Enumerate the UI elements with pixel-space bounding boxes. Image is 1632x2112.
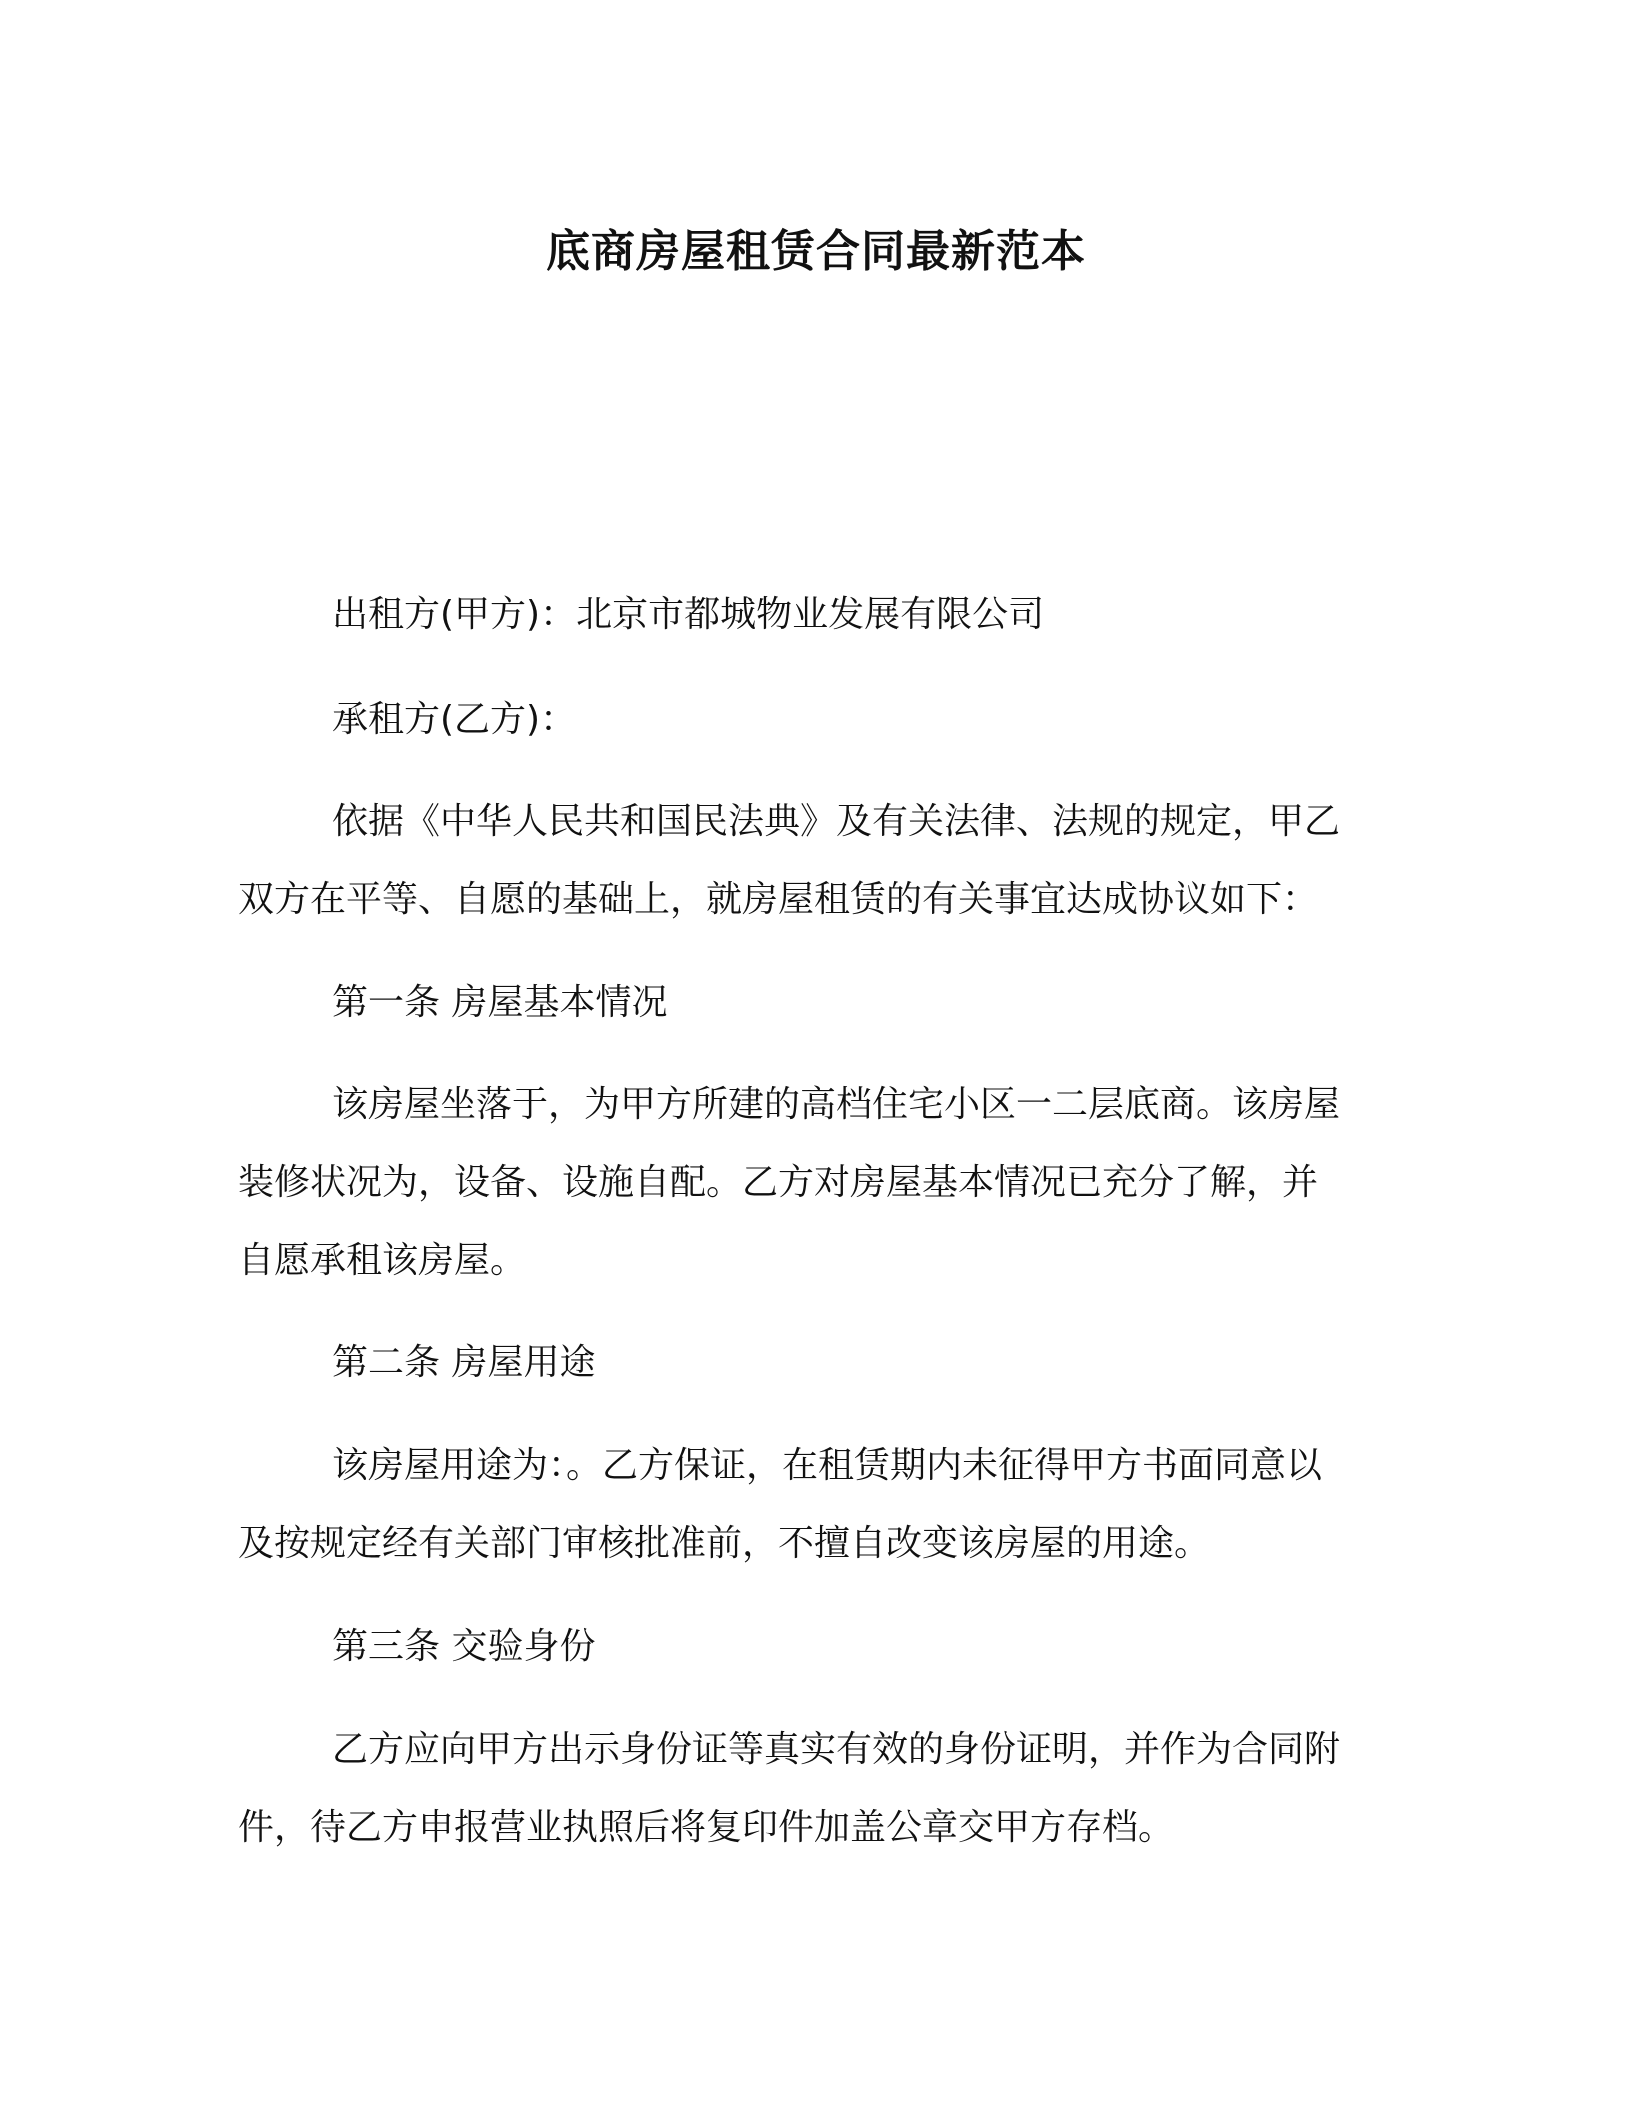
- document-title: 底商房屋租赁合同最新范本: [546, 226, 1086, 277]
- article-3-heading: 第三条 交验身份: [332, 1626, 596, 1667]
- lessee-line: 承租方(乙方)：: [332, 699, 577, 740]
- article-1-line-1: 该房屋坐落于，为甲方所建的高档住宅小区一二层底商。该房屋: [332, 1084, 1341, 1125]
- article-2-line-1: 该房屋用途为：。乙方保证，在租赁期内未征得甲方书面同意以: [332, 1445, 1323, 1486]
- article-2-line-2: 及按规定经有关部门审核批准前，不擅自改变该房屋的用途。: [238, 1523, 1211, 1564]
- article-3-line-1: 乙方应向甲方出示身份证等真实有效的身份证明，并作为合同附: [332, 1729, 1341, 1770]
- article-1-heading: 第一条 房屋基本情况: [332, 982, 668, 1023]
- preamble-line-1: 依据《中华人民共和国民法典》及有关法律、法规的规定，甲乙: [332, 801, 1341, 842]
- article-3-line-2: 件，待乙方申报营业执照后将复印件加盖公章交甲方存档。: [238, 1807, 1175, 1848]
- preamble-line-2: 双方在平等、自愿的基础上，就房屋租赁的有关事宜达成协议如下：: [238, 879, 1319, 920]
- lessor-line: 出租方(甲方)：北京市都城物业发展有限公司: [332, 594, 1045, 635]
- article-2-heading: 第二条 房屋用途: [332, 1342, 596, 1383]
- article-1-line-3: 自愿承租该房屋。: [238, 1240, 527, 1281]
- article-1-line-2: 装修状况为，设备、设施自配。乙方对房屋基本情况已充分了解，并: [238, 1162, 1319, 1203]
